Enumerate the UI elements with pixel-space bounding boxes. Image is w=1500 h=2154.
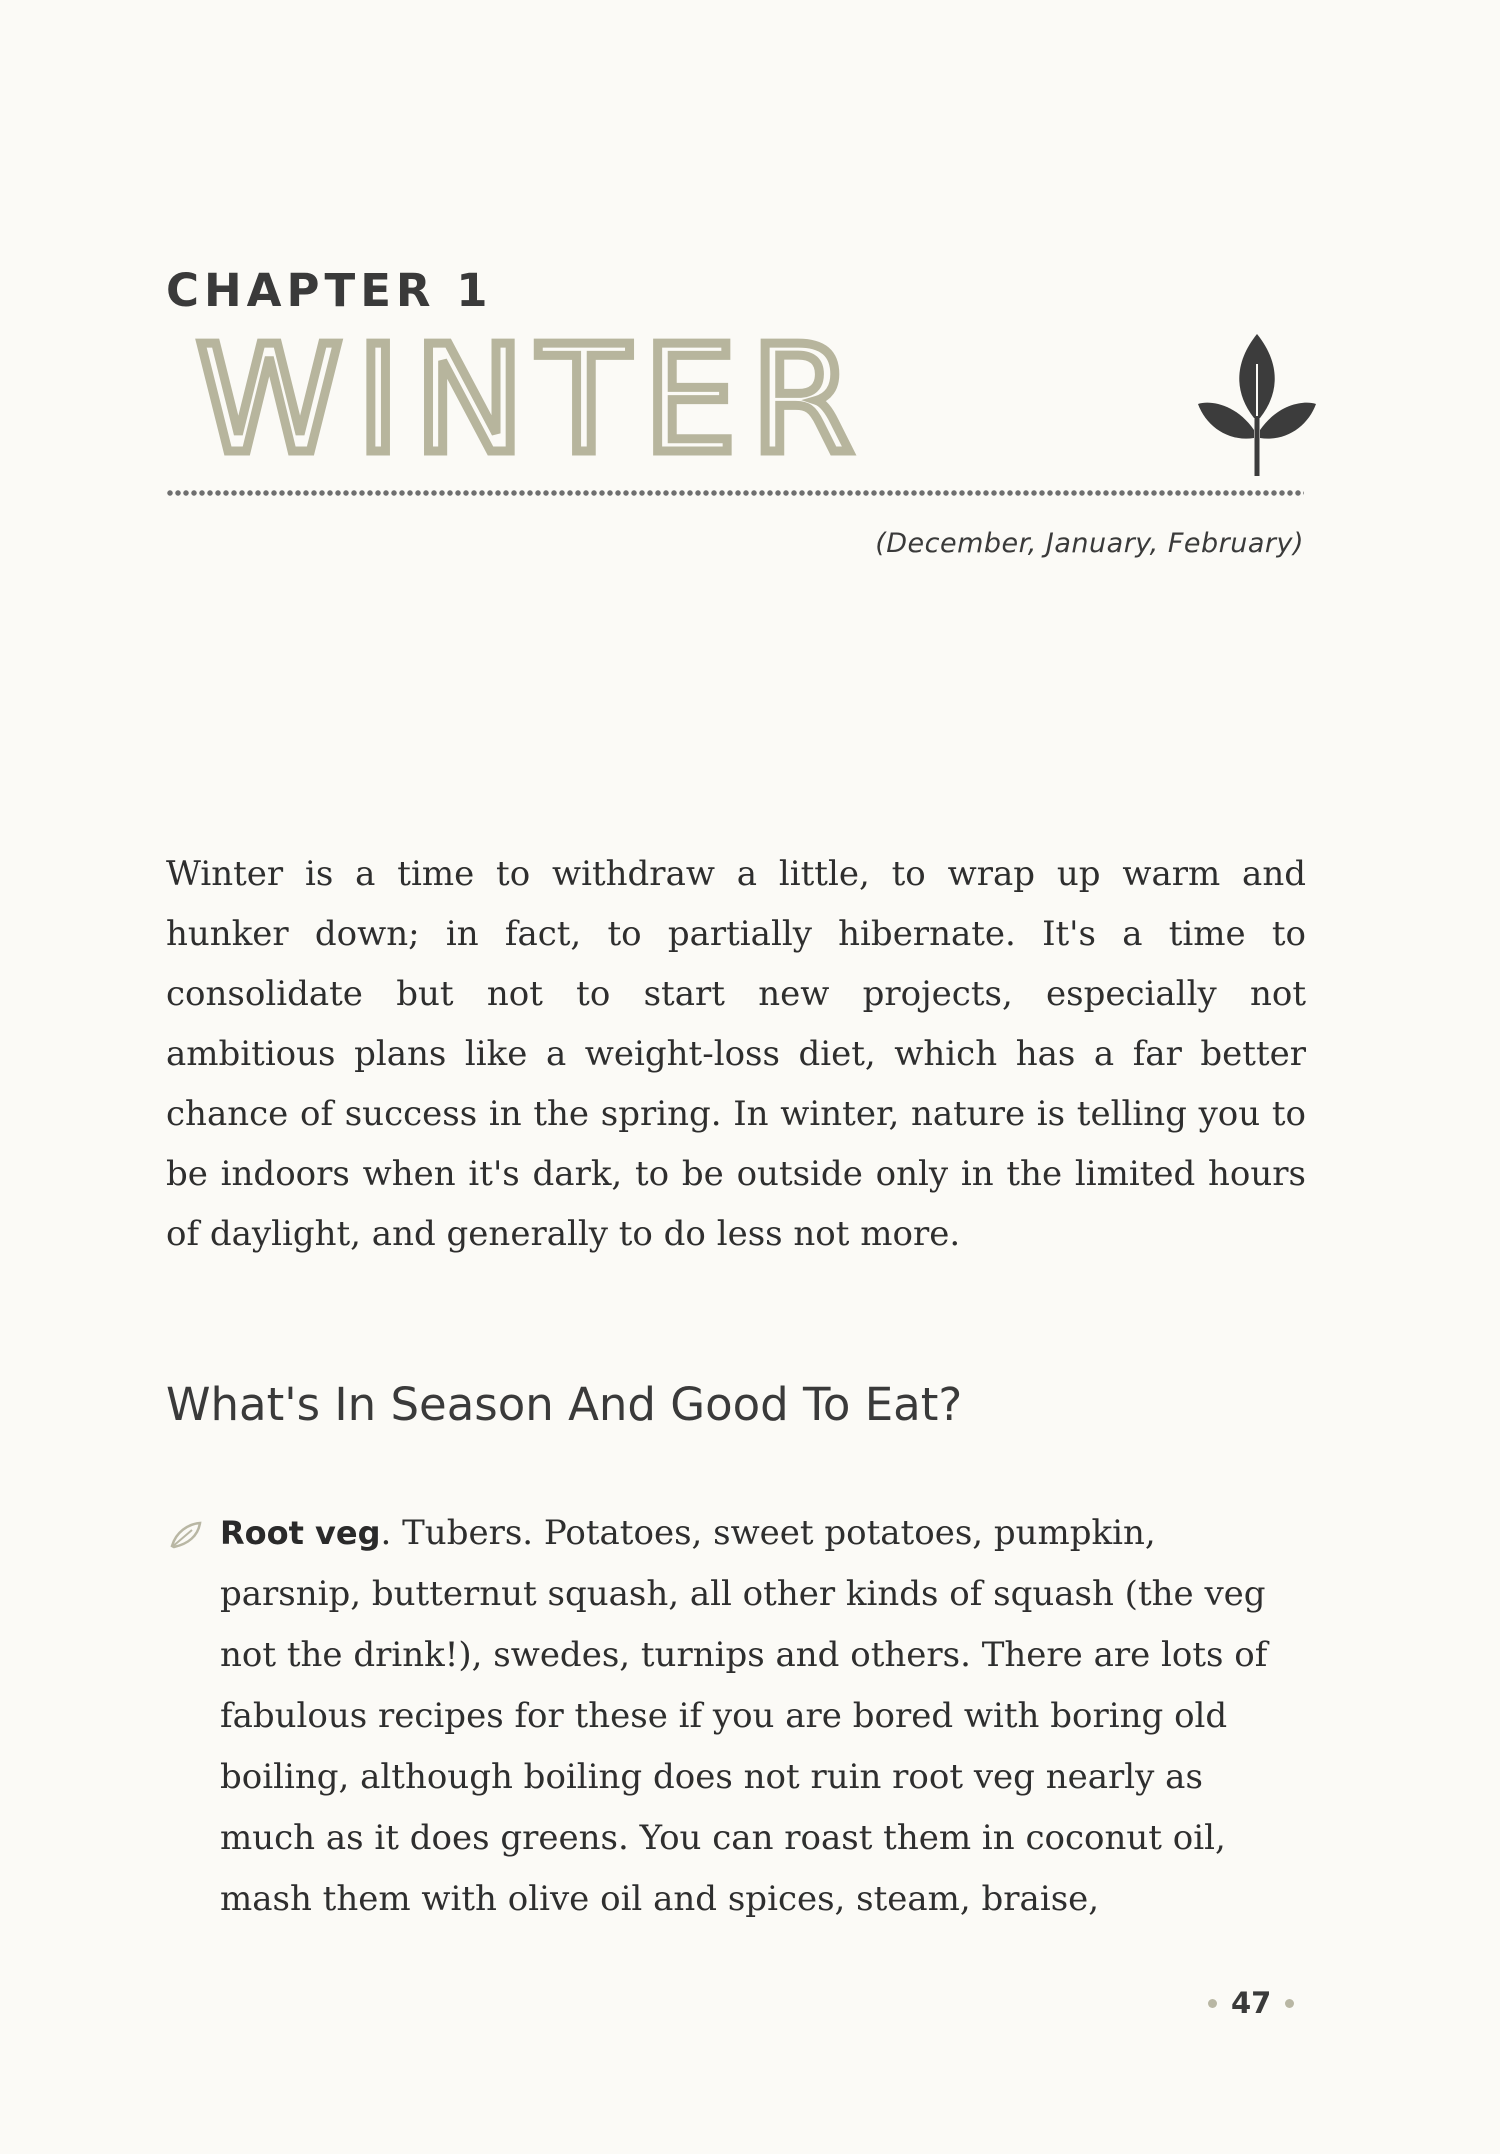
list-item-title: Root veg (220, 1514, 381, 1552)
chapter-months: (December, January, February) (875, 528, 1304, 559)
list-item-text: . Tubers. Potatoes, sweet potatoes, pumpkin, parsnip, butternut squash, all other kinds of squash (the veg not the drink!), swedes, turnips and others. There are lots of fabulous recipes for these if you are bored with boring old boiling, although boiling does not ruin root veg nearly as much as it does greens. You can roast them in coconut oil, mash them with olive oil and spices, steam, braise, (220, 1513, 1268, 1919)
chapter-title: WINTER (196, 314, 868, 486)
chapter-label: CHAPTER 1 (166, 264, 493, 317)
page-number-dot-right (1285, 1999, 1294, 2008)
leaf-bullet-icon (168, 1520, 202, 1550)
page-number-dot-left (1208, 1999, 1217, 2008)
page-footer (1208, 1986, 1294, 2020)
leaf-icon (1196, 330, 1318, 480)
section-heading: What's In Season And Good To Eat? (166, 1378, 963, 1431)
intro-paragraph: Winter is a time to withdraw a little, to wrap up warm and hunker down; in fact, to partially hibernate. It's a time to consolidate but not to start new projects, especially not ambitious plans like a weight-loss diet, which has a far better chance of success in the spring. In winter, nature is telling you to be indoors when it's dark, to be outside only in the limited hours of daylight, and generally to do less not more. (166, 854, 1306, 1254)
list-item (220, 1503, 1302, 1930)
dotted-divider (166, 489, 1304, 497)
page-number: 47 (1231, 1986, 1272, 2020)
